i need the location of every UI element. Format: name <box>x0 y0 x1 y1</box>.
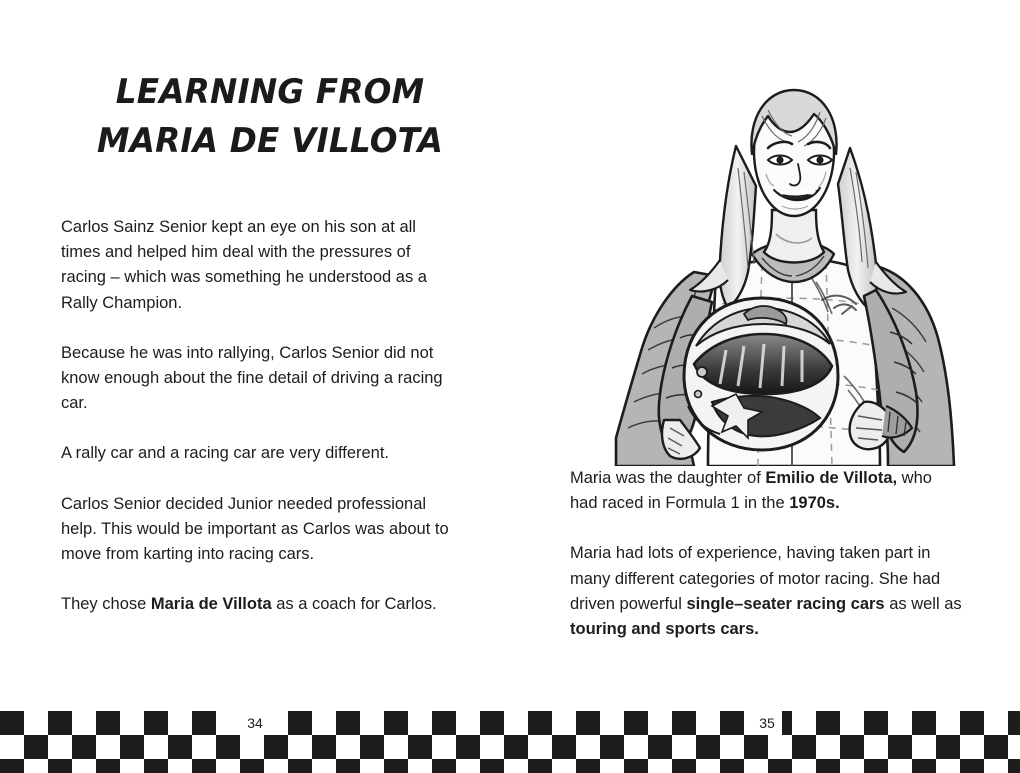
checker-cell <box>720 735 744 759</box>
emphasis-text: Maria de Villota <box>150 595 272 614</box>
body-text: They chose <box>61 595 151 614</box>
body-text: Carlos Senior decided Junior needed professional help. This would be important as Carlos was about to move from karting into racing cars. <box>61 494 449 564</box>
body-text: Carlos Sainz Senior kept an eye on his son at all times and helped him deal with the pressures of racing – which was something he understood as a Rally Champion. <box>61 218 427 312</box>
checker-cell <box>576 735 600 759</box>
checker-cell <box>360 711 384 735</box>
checker-cell <box>192 711 216 735</box>
checker-cell <box>360 735 384 759</box>
checker-cell <box>696 759 720 773</box>
checker-cell <box>216 711 240 735</box>
checker-cell <box>1008 759 1020 773</box>
body-text: Maria had lots of experience, having taken part in many different categories of motor racing. She had driven powerful <box>570 544 941 613</box>
checker-cell <box>336 711 360 735</box>
checker-cell <box>408 711 432 735</box>
checker-cell <box>504 711 528 735</box>
checker-cell <box>384 759 408 773</box>
checker-cell <box>1008 735 1020 759</box>
checker-cell <box>576 711 600 735</box>
checker-cell <box>120 711 144 735</box>
checker-cell <box>312 735 336 759</box>
checker-cell <box>648 735 672 759</box>
checker-cell <box>960 711 984 735</box>
checker-cell <box>240 735 264 759</box>
checker-cell <box>216 735 240 759</box>
emphasis-text: Emilio de Villota, <box>765 469 898 487</box>
checker-cell <box>504 735 528 759</box>
body-text: as well as <box>884 594 962 613</box>
checker-cell <box>624 735 648 759</box>
checker-cell <box>144 759 168 773</box>
maria-de-villota-illustration <box>576 76 1008 466</box>
checker-cell <box>432 759 456 773</box>
checker-cell <box>24 711 48 735</box>
checker-cell <box>0 711 24 735</box>
checker-cell <box>984 735 1008 759</box>
checker-cell <box>888 759 912 773</box>
checker-cell <box>504 759 528 773</box>
checker-cell <box>888 735 912 759</box>
checker-cell <box>888 711 912 735</box>
checker-cell <box>960 759 984 773</box>
checker-cell <box>936 759 960 773</box>
checker-cell <box>456 735 480 759</box>
checker-cell <box>24 759 48 773</box>
checker-cell <box>696 735 720 759</box>
checker-cell <box>144 711 168 735</box>
checker-cell <box>72 711 96 735</box>
page-number-right: 35 <box>752 711 782 735</box>
checker-cell <box>792 711 816 735</box>
emphasis-text: single–seater racing cars <box>686 594 885 613</box>
body-text: who had raced in Formula 1 in the <box>570 469 932 513</box>
paragraph <box>61 215 453 316</box>
checker-cell <box>432 711 456 735</box>
checker-cell <box>840 711 864 735</box>
checker-cell <box>408 735 432 759</box>
checker-cell <box>288 759 312 773</box>
checker-cell <box>72 759 96 773</box>
checker-cell <box>432 735 456 759</box>
checker-cell <box>336 735 360 759</box>
paragraph <box>61 341 453 417</box>
checker-cell <box>72 735 96 759</box>
checker-cell <box>768 759 792 773</box>
checker-cell <box>816 759 840 773</box>
checker-cell <box>672 711 696 735</box>
body-text: A rally car and a racing car are very different. <box>61 444 390 463</box>
checker-cell <box>624 759 648 773</box>
body-text: Maria was the daughter of <box>570 469 766 487</box>
checker-cell <box>816 711 840 735</box>
checker-cell <box>864 735 888 759</box>
checker-cell <box>864 711 888 735</box>
checker-cell <box>600 711 624 735</box>
emphasis-text: 1970s. <box>789 494 840 513</box>
checker-cell <box>696 711 720 735</box>
checker-cell <box>768 735 792 759</box>
left-text-column <box>61 215 453 617</box>
checker-row <box>0 759 1020 773</box>
checker-cell <box>840 735 864 759</box>
paragraph <box>61 492 453 568</box>
checker-cell <box>240 759 264 773</box>
checker-cell <box>264 735 288 759</box>
checker-cell <box>552 759 576 773</box>
right-text-column <box>570 466 962 642</box>
checker-cell <box>912 759 936 773</box>
body-text: Because he was into rallying, Carlos Senior did not know enough about the fine detail of driving a racing car. <box>61 343 443 413</box>
checker-cell <box>24 735 48 759</box>
checker-cell <box>0 759 24 773</box>
checker-cell <box>864 759 888 773</box>
paragraph <box>61 441 453 466</box>
checker-row <box>0 735 1020 759</box>
checker-cell <box>48 759 72 773</box>
checker-cell <box>984 759 1008 773</box>
checker-cell <box>312 759 336 773</box>
checker-cell <box>792 735 816 759</box>
checker-cell <box>672 759 696 773</box>
body-text: as a coach for Carlos. <box>271 595 437 614</box>
checker-cell <box>168 711 192 735</box>
page-title-line-1: LEARNING FROM <box>115 72 425 112</box>
checker-cell <box>48 735 72 759</box>
racing-helmet <box>684 298 838 450</box>
page-number-left: 34 <box>240 711 270 735</box>
checker-cell <box>648 759 672 773</box>
checker-cell <box>600 735 624 759</box>
checker-cell <box>720 711 744 735</box>
checker-cell <box>528 711 552 735</box>
checker-cell <box>120 735 144 759</box>
checker-cell <box>576 759 600 773</box>
checker-cell <box>960 735 984 759</box>
checker-cell <box>408 759 432 773</box>
checker-cell <box>384 711 408 735</box>
paragraph <box>570 541 962 642</box>
checker-cell <box>216 759 240 773</box>
checker-cell <box>456 759 480 773</box>
checker-cell <box>528 735 552 759</box>
paragraph <box>570 466 962 516</box>
checker-cell <box>912 735 936 759</box>
checker-cell <box>288 735 312 759</box>
checker-cell <box>816 735 840 759</box>
checker-cell <box>744 759 768 773</box>
checker-cell <box>264 759 288 773</box>
checker-cell <box>840 759 864 773</box>
checker-cell <box>528 759 552 773</box>
checker-cell <box>480 759 504 773</box>
checker-cell <box>744 735 768 759</box>
checker-cell <box>552 711 576 735</box>
checker-cell <box>312 711 336 735</box>
checker-cell <box>480 711 504 735</box>
checker-cell <box>192 735 216 759</box>
checker-cell <box>0 735 24 759</box>
emphasis-text: touring and sports cars. <box>570 620 759 639</box>
checker-cell <box>936 711 960 735</box>
checker-cell <box>192 759 216 773</box>
illustration-figure <box>616 90 954 466</box>
checker-cell <box>912 711 936 735</box>
checker-cell <box>48 711 72 735</box>
checker-cell <box>360 759 384 773</box>
page-title-line-2: MARIA DE VILLOTA <box>96 121 444 161</box>
page-title <box>60 68 480 166</box>
checker-cell <box>600 759 624 773</box>
checker-row <box>0 711 1020 735</box>
checker-cell <box>120 759 144 773</box>
checker-cell <box>168 735 192 759</box>
checker-cell <box>480 735 504 759</box>
paragraph <box>61 592 453 617</box>
checker-cell <box>984 711 1008 735</box>
checker-cell <box>96 759 120 773</box>
checkered-footer-band <box>0 711 1020 773</box>
checker-cell <box>1008 711 1020 735</box>
checker-cell <box>720 759 744 773</box>
checker-cell <box>456 711 480 735</box>
checker-cell <box>144 735 168 759</box>
checker-cell <box>336 759 360 773</box>
checker-cell <box>552 735 576 759</box>
checker-cell <box>648 711 672 735</box>
checker-cell <box>384 735 408 759</box>
checker-cell <box>96 711 120 735</box>
checker-cell <box>936 735 960 759</box>
checker-cell <box>672 735 696 759</box>
checker-cell <box>624 711 648 735</box>
checker-cell <box>792 759 816 773</box>
checker-cell <box>96 735 120 759</box>
checker-cell <box>168 759 192 773</box>
checker-cell <box>288 711 312 735</box>
